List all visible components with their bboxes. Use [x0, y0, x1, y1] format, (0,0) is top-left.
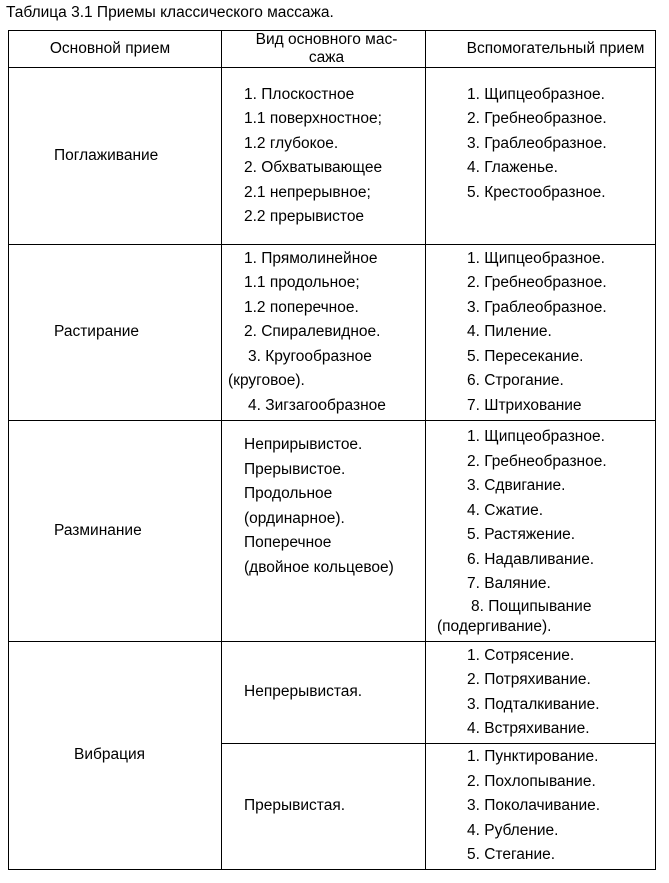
- list-item: 4. Сжатие.: [467, 501, 544, 519]
- list-item: 3. Граблеобразное.: [467, 134, 607, 152]
- list-item: (ординарное).: [244, 509, 345, 527]
- list-item: 5. Стегание.: [467, 846, 556, 864]
- list-item: 5. Пересекание.: [467, 347, 584, 365]
- list-spacer: [228, 580, 421, 605]
- list-item: 6. Надавливание.: [467, 550, 595, 568]
- auxiliary-cell: [426, 642, 656, 744]
- list-item: 3. Сдвигание.: [467, 477, 566, 495]
- list-item: 1. Сотрясение.: [467, 646, 575, 664]
- list-item: 4. Рубление.: [467, 821, 559, 839]
- list-item: 2. Гребнеобразное.: [467, 452, 607, 470]
- massage-types-cell: [222, 421, 426, 642]
- list-item: Непрерывистая.: [244, 683, 363, 701]
- list-item: 1. Щипцеобразное.: [467, 85, 605, 103]
- list-item: 5. Крестообразное.: [467, 183, 606, 201]
- list-item: 3. Граблеобразное.: [467, 298, 607, 316]
- list-item: 4. Глаженье.: [467, 159, 558, 176]
- list-item: 7. Штрихование: [467, 396, 582, 414]
- list-item: Неприрывистое.: [244, 436, 363, 453]
- auxiliary-cell: [426, 68, 656, 245]
- list-item: 3. Поколачивание.: [467, 797, 601, 815]
- list-item: (двойное кольцевое): [244, 558, 394, 576]
- header-main-technique: Основной прием: [9, 31, 222, 68]
- list-item: Прерывистое.: [244, 460, 346, 478]
- list-item: 5. Растяжение.: [467, 526, 576, 544]
- table-row-vibration: [9, 642, 656, 744]
- list-item: 1. Щипцеобразное.: [467, 249, 605, 267]
- list-item: 2. Похлопывание.: [467, 772, 596, 790]
- list-item: 2.2 прерывистое: [244, 208, 365, 225]
- list-item: 1. Прямолинейное: [244, 249, 378, 267]
- list-item: 4. Зигзагообразное: [248, 396, 386, 414]
- list-item: (подергивание).: [437, 617, 552, 635]
- list-item: 1. Пунктирование.: [467, 748, 599, 766]
- list-item: 2. Гребнеобразное.: [467, 274, 607, 292]
- list-item: 1.1 поверхностное;: [244, 110, 382, 127]
- list-item: Поперечное: [244, 534, 332, 551]
- massage-types-cell: [222, 68, 426, 245]
- header-auxiliary-technique: Вспомогательный прием: [426, 31, 656, 68]
- auxiliary-cell: [426, 245, 656, 421]
- list-item: 3. Кругообразное: [248, 347, 372, 365]
- list-item: 6. Строгание.: [467, 372, 564, 390]
- list-item: 2. Спиралевидное.: [244, 323, 381, 341]
- list-item: 4. Пиление.: [467, 323, 552, 341]
- list-item: Продольное: [244, 485, 333, 502]
- list-item: 1. Плоскостное: [244, 85, 355, 103]
- list-item: 1.2 поперечное.: [244, 298, 359, 316]
- list-item: 2.1 непрерывное;: [244, 183, 371, 201]
- list-item: 2. Обхватывающее: [244, 159, 383, 176]
- table-header-row: [9, 31, 656, 68]
- technique-name: Растирание: [54, 323, 140, 341]
- list-item: 2. Гребнеобразное.: [467, 110, 607, 127]
- list-spacer: [437, 205, 651, 230]
- header-massage-type: Вид основного мас-сажа: [222, 31, 426, 68]
- list-item: 1.1 продольное;: [244, 274, 360, 292]
- massage-types-cell: [222, 642, 426, 744]
- list-item: 3. Подталкивание.: [467, 695, 600, 713]
- list-item: 2. Потряхивание.: [467, 671, 591, 688]
- massage-types-cell: [222, 744, 426, 870]
- table-row-kneading: [9, 421, 656, 642]
- technique-name-cell: [9, 68, 222, 245]
- massage-types-cell: [222, 245, 426, 421]
- list-item: 7. Валяние.: [467, 575, 551, 593]
- technique-name: Вибрация: [74, 746, 146, 764]
- list-spacer: [228, 605, 421, 630]
- technique-name-cell: [9, 642, 222, 870]
- list-item: 8. Пощипывание: [471, 597, 592, 615]
- list-item: (круговое).: [228, 372, 305, 390]
- table-caption: Таблица 3.1 Приемы классического массажа.: [6, 4, 334, 21]
- technique-name: Разминание: [54, 521, 142, 539]
- auxiliary-cell: [426, 421, 656, 642]
- technique-name-cell: [9, 421, 222, 642]
- table-row-stroking: [9, 68, 656, 245]
- table-row-rubbing: [9, 245, 656, 421]
- technique-name-cell: [9, 245, 222, 421]
- massage-techniques-table: [8, 30, 656, 870]
- list-item: Прерывистая.: [244, 797, 346, 815]
- technique-name: Поглаживание: [54, 146, 159, 164]
- list-item: 1. Щипцеобразное.: [467, 428, 605, 446]
- list-item: 1.2 глубокое.: [244, 134, 339, 152]
- auxiliary-cell: [426, 744, 656, 870]
- list-item: 4. Встряхивание.: [467, 720, 590, 737]
